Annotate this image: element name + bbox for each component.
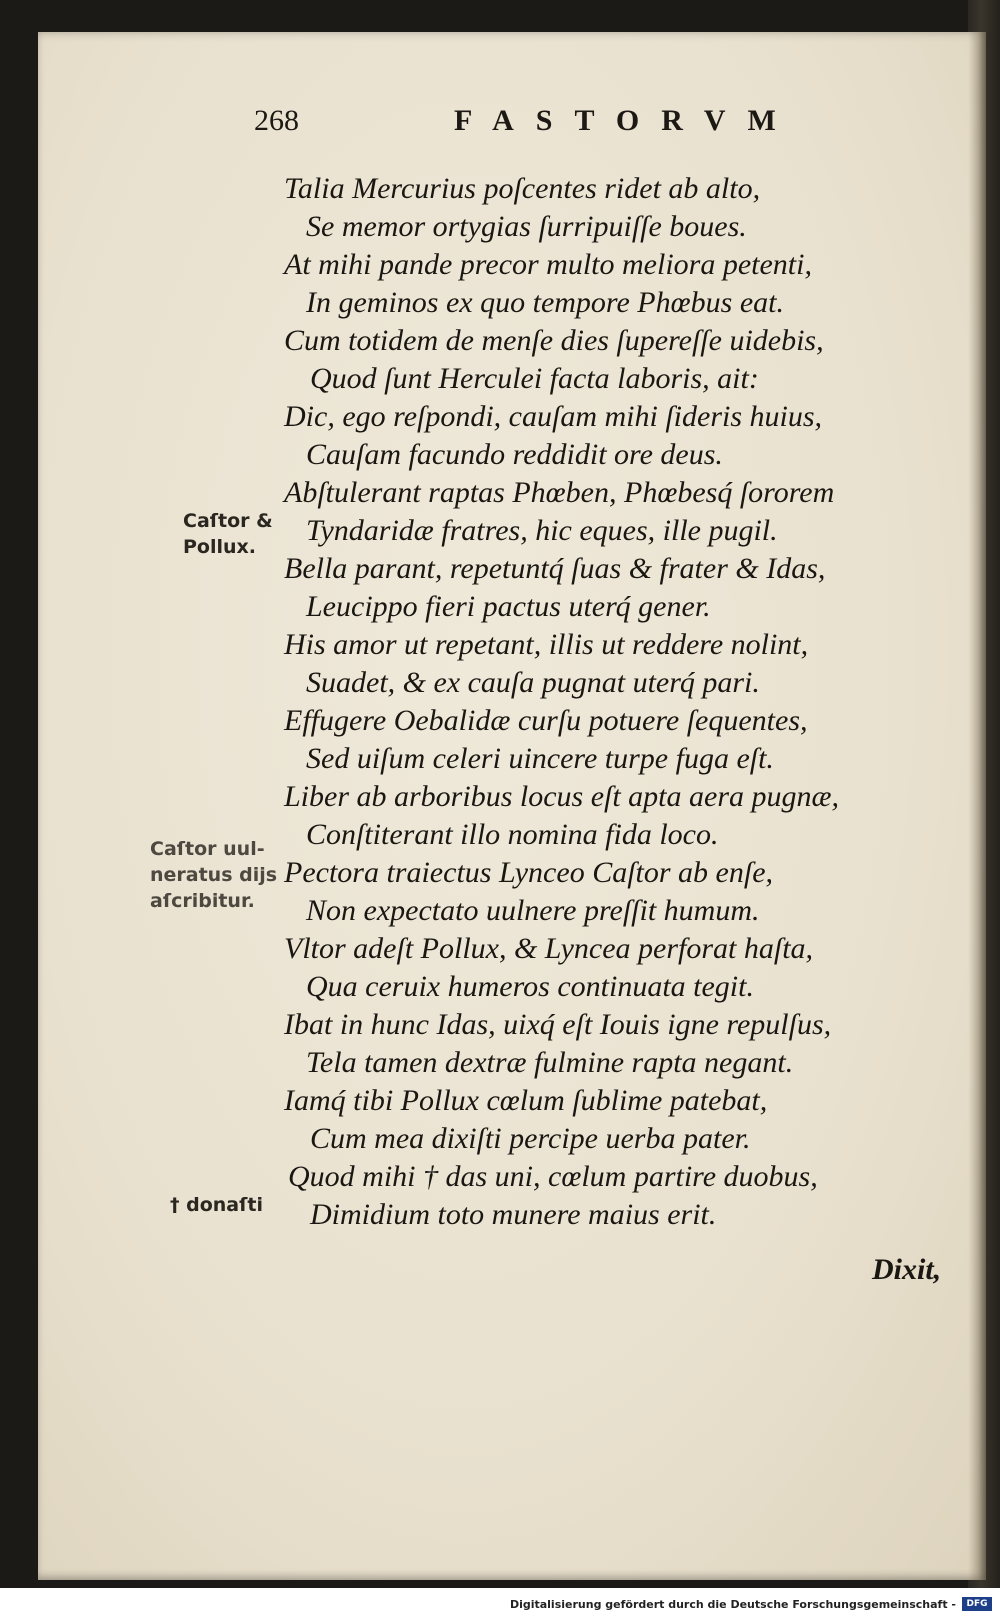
verse-line: Cauſam facundo reddidit ore deus. — [306, 438, 723, 471]
verse-line: Effugere Oebalidæ curſu potuere ſequentes, — [284, 704, 808, 737]
verse-line: At mihi pande precor multo meliora petenti, — [284, 248, 812, 281]
verse-line: Talia Mercurius poſcentes ridet ab alto, — [284, 172, 761, 205]
verse-line: Quod ſunt Herculei facta laboris, ait: — [310, 362, 759, 395]
verse-line: Pectora traiectus Lynceo Caſtor ab enſe, — [284, 856, 774, 889]
verse-line: Se memor ortygias ſurripuiſſe boues. — [306, 210, 747, 243]
verse-line: Ibat in hunc Idas, uixq́ eſt Iouis igne repulſus, — [284, 1008, 832, 1041]
verse-line: Dic, ego reſpondi, cauſam mihi ſideris huius, — [284, 400, 823, 433]
verse-line: Bella parant, repetuntq́ ſuas & frater & Idas, — [284, 552, 826, 585]
verse-line: Iamq́ tibi Pollux cœlum ſublime patebat, — [284, 1084, 768, 1117]
footer-credit: Digitalisierung gefördert durch die Deutsche Forschungsgemeinschaft - — [509, 1598, 956, 1611]
running-title: FASTORVM — [454, 104, 798, 137]
verse-line: Leucippo fieri pactus uterq́ gener. — [306, 590, 711, 623]
page-number: 268 — [254, 104, 299, 137]
margin-note-donasti: † donaſti — [170, 1194, 263, 1216]
verse-line: Tyndaridæ fratres, hic eques, ille pugil. — [306, 514, 778, 547]
verse-line: Cum totidem de menſe dies ſupereſſe uidebis, — [284, 324, 824, 357]
verse-block — [284, 170, 864, 1240]
verse-line: Abſtulerant raptas Phœben, Phœbesq́ ſororem — [284, 476, 835, 509]
verse-line: Cum mea dixiſti percipe uerba pater. — [310, 1122, 751, 1155]
verse-line: Non expectato uulnere preſſit humum. — [306, 894, 760, 927]
catchword: Dixit, — [872, 1253, 942, 1286]
margin-note-castor-pollux: Caſtor & Pollux. — [183, 510, 273, 558]
verse-line: Liber ab arboribus locus eſt apta aera pugnæ, — [284, 780, 840, 813]
verse-line: Suadet, & ex cauſa pugnat uterq́ pari. — [306, 666, 760, 699]
dfg-logo: DFG — [962, 1597, 992, 1611]
page-header — [254, 104, 854, 144]
verse-line: Quod mihi † das uni, cœlum partire duobus, — [288, 1160, 818, 1193]
verse-line: In geminos ex quo tempore Phœbus eat. — [306, 286, 784, 319]
margin-note-castor-vulneratus: Caſtor uul- neratus dijs aſcribitur. — [150, 838, 278, 912]
verse-line: Conſtiterant illo nomina fida loco. — [306, 818, 719, 851]
verse-line: Dimidium toto munere maius erit. — [310, 1198, 717, 1231]
verse-line: Vltor adeſt Pollux, & Lyncea perforat haſta, — [284, 932, 814, 965]
digitization-footer — [0, 1588, 1000, 1620]
verse-line: Tela tamen dextræ fulmine rapta negant. — [306, 1046, 794, 1079]
verse-line: Sed uiſum celeri uincere turpe fuga eſt. — [306, 742, 774, 775]
verse-line: Qua ceruix humeros continuata tegit. — [306, 970, 754, 1003]
verse-line: His amor ut repetant, illis ut reddere nolint, — [284, 628, 809, 661]
